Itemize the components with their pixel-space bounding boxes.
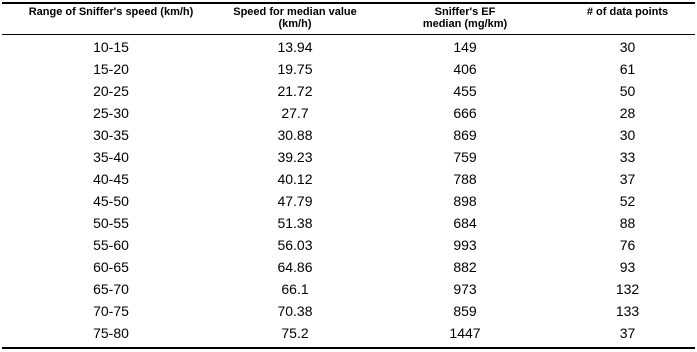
cell-speed-range: 30-35	[93, 127, 129, 143]
cell-median-speed: 30.88	[277, 127, 313, 143]
cell-data-points: 132	[615, 281, 640, 297]
cell-median-speed: 21.72	[277, 83, 313, 99]
cell-speed-range: 75-80	[93, 325, 129, 341]
cell-ef-median: 973	[453, 281, 477, 297]
header-data-points-line-1: # of data points	[586, 6, 669, 18]
table-row	[2, 256, 695, 278]
cell-ef-median: 455	[453, 83, 477, 99]
table-row	[2, 190, 695, 212]
cell-data-points: 88	[619, 215, 636, 231]
cell-data-points: 93	[619, 259, 636, 275]
cell-speed-range: 65-70	[93, 281, 129, 297]
cell-data-points: 28	[619, 105, 636, 121]
table-row	[2, 234, 695, 256]
cell-ef-median: 788	[453, 171, 477, 187]
table-row	[2, 212, 695, 234]
cell-median-speed: 40.12	[277, 171, 313, 187]
table-row	[2, 146, 695, 168]
header-ef-median	[370, 6, 560, 30]
header-data-points	[560, 6, 695, 18]
table-row	[2, 58, 695, 80]
cell-data-points: 133	[615, 303, 640, 319]
cell-ef-median: 869	[453, 127, 477, 143]
cell-speed-range: 20-25	[93, 83, 129, 99]
cell-median-speed: 13.94	[277, 39, 313, 55]
cell-ef-median: 898	[453, 193, 477, 209]
cell-ef-median: 759	[453, 149, 477, 165]
header-ef-median-line-1: Sniffer's EF	[434, 6, 496, 18]
header-median-speed-line-1: Speed for median value	[233, 6, 357, 18]
cell-median-speed: 66.1	[281, 281, 309, 297]
cell-ef-median: 882	[453, 259, 477, 275]
table-row	[2, 124, 695, 146]
cell-speed-range: 25-30	[93, 105, 129, 121]
cell-data-points: 50	[619, 83, 636, 99]
cell-speed-range: 40-45	[93, 171, 129, 187]
table-row	[2, 168, 695, 190]
cell-speed-range: 15-20	[93, 61, 129, 77]
header-median-speed-line-2: (km/h)	[278, 18, 312, 30]
cell-data-points: 37	[619, 171, 636, 187]
cell-speed-range: 70-75	[93, 303, 129, 319]
cell-data-points: 30	[619, 39, 636, 55]
table-row	[2, 278, 695, 300]
cell-ef-median: 1447	[449, 325, 481, 341]
cell-median-speed: 39.23	[277, 149, 313, 165]
cell-median-speed: 64.86	[277, 259, 313, 275]
cell-median-speed: 47.79	[277, 193, 313, 209]
header-speed-range	[2, 6, 220, 18]
cell-speed-range: 10-15	[93, 39, 129, 55]
table-bottom-rule	[2, 347, 695, 349]
cell-speed-range: 45-50	[93, 193, 129, 209]
table-row	[2, 300, 695, 322]
cell-speed-range: 60-65	[93, 259, 129, 275]
table-header	[2, 6, 695, 34]
table-row	[2, 80, 695, 102]
table-body	[2, 36, 695, 344]
table-row	[2, 322, 695, 344]
cell-data-points: 61	[619, 61, 636, 77]
cell-data-points: 33	[619, 149, 636, 165]
table-row	[2, 102, 695, 124]
header-separator-rule	[2, 34, 695, 35]
cell-ef-median: 684	[453, 215, 477, 231]
cell-speed-range: 35-40	[93, 149, 129, 165]
cell-speed-range: 50-55	[93, 215, 129, 231]
header-ef-median-line-2: median (mg/km)	[422, 18, 508, 30]
cell-median-speed: 75.2	[281, 325, 309, 341]
cell-speed-range: 55-60	[93, 237, 129, 253]
cell-median-speed: 56.03	[277, 237, 313, 253]
cell-ef-median: 993	[453, 237, 477, 253]
cell-median-speed: 51.38	[277, 215, 313, 231]
header-speed-range-line-1: Range of Sniffer's speed (km/h)	[28, 6, 194, 18]
header-median-speed	[220, 6, 370, 30]
cell-ef-median: 406	[453, 61, 477, 77]
cell-ef-median: 149	[453, 39, 477, 55]
cell-ef-median: 859	[453, 303, 477, 319]
table-row	[2, 36, 695, 58]
cell-data-points: 30	[619, 127, 636, 143]
cell-data-points: 37	[619, 325, 636, 341]
cell-ef-median: 666	[453, 105, 477, 121]
cell-median-speed: 70.38	[277, 303, 313, 319]
cell-median-speed: 19.75	[277, 61, 313, 77]
cell-median-speed: 27.7	[281, 105, 309, 121]
table-top-rule	[2, 2, 695, 4]
cell-data-points: 76	[619, 237, 636, 253]
cell-data-points: 52	[619, 193, 636, 209]
